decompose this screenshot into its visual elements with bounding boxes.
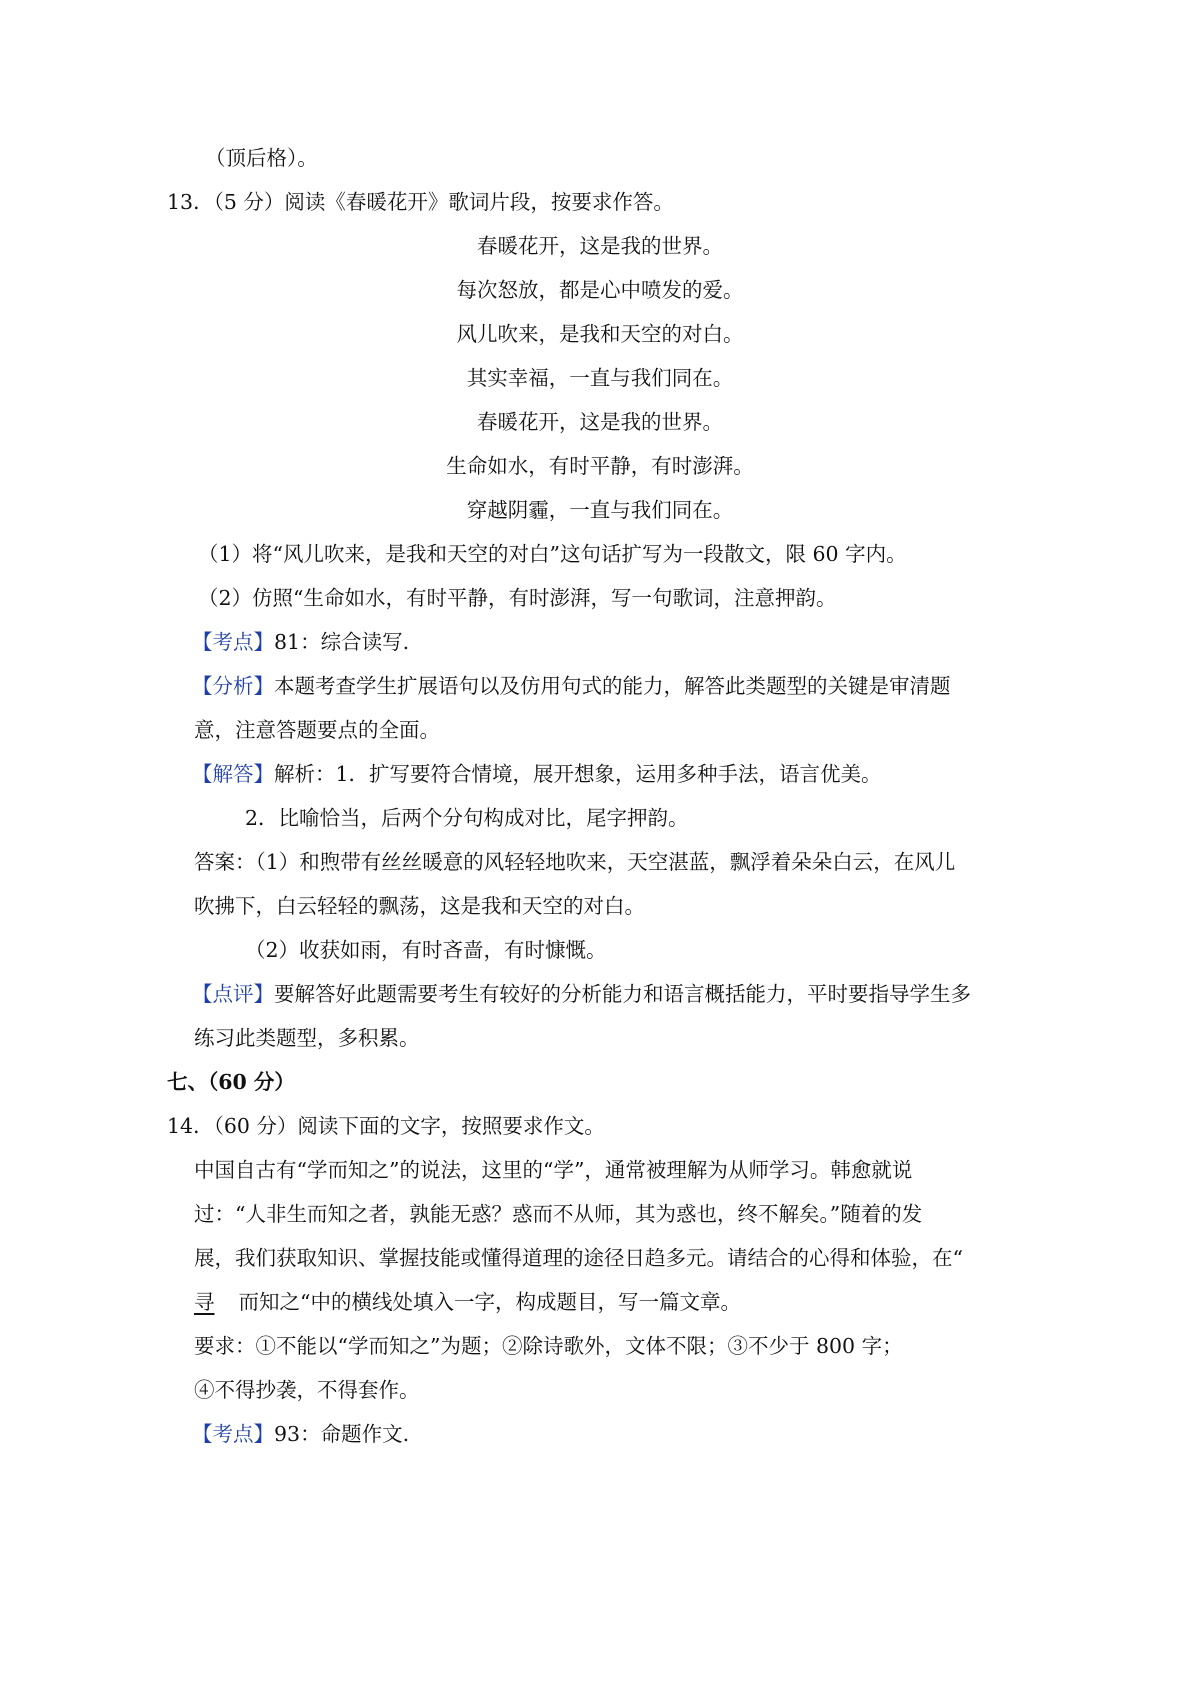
q13-jieda bbox=[192, 760, 882, 788]
jieda-text: 解析：1．扩写要符合情境，展开想象，运用多种手法，语言优美。 bbox=[274, 762, 882, 786]
q13-kaodian bbox=[192, 628, 409, 656]
q13-sub2: （2）仿照“生命如水，有时平静，有时澎湃，写一句歌词，注意押韵。 bbox=[198, 586, 837, 610]
lyric-line: 春暖花开，这是我的世界。 bbox=[477, 410, 723, 434]
lyric-line: 其实幸福，一直与我们同在。 bbox=[466, 366, 734, 390]
lyric-line: 穿越阴霾，一直与我们同在。 bbox=[466, 498, 734, 522]
q13-dianping bbox=[192, 980, 971, 1008]
lyric-line: 风儿吹来，是我和天空的对白。 bbox=[456, 322, 744, 346]
lyric-line: 每次怒放，都是心中喷发的爱。 bbox=[456, 278, 744, 302]
q13-jieda-cont: 2．比喻恰当，后两个分句构成对比，尾字押韵。 bbox=[245, 806, 689, 830]
q14-req-2: ④不得抄袭，不得套作。 bbox=[194, 1378, 420, 1402]
q14-para-1: 中国自古有“学而知之”的说法，这里的“学”，通常被理解为从师学习。韩愈就说 bbox=[194, 1158, 913, 1182]
q13-answer-2: 吹拂下，白云轻轻的飘荡，这是我和天空的对白。 bbox=[194, 894, 645, 918]
lyric-line: 生命如水，有时平静，有时澎湃。 bbox=[446, 454, 754, 478]
fenxi-tag: 【分析】 bbox=[192, 674, 274, 698]
q13-answer-3: （2）收获如雨，有时吝啬，有时慷慨。 bbox=[245, 938, 607, 962]
q14-para-4-rest: 而知之“中的横线处填入一字，构成题目，写一篇文章。 bbox=[238, 1290, 741, 1314]
top-fragment: （顶后格）。 bbox=[205, 146, 318, 170]
dianping-tag: 【点评】 bbox=[192, 982, 274, 1006]
q14-kaodian bbox=[192, 1420, 409, 1448]
kaodian-tag: 【考点】 bbox=[192, 630, 274, 654]
kaodian-text: 81：综合读写. bbox=[274, 630, 410, 654]
blank-word: 寻 bbox=[194, 1290, 215, 1314]
q13-fenxi bbox=[192, 672, 951, 700]
q14-req-1: 要求：①不能以“学而知之”为题；②除诗歌外，文体不限；③不少于 800 字； bbox=[194, 1334, 903, 1358]
q13-dianping-cont: 练习此类题型，多积累。 bbox=[194, 1026, 420, 1050]
kaodian-tag: 【考点】 bbox=[192, 1422, 274, 1446]
fenxi-text: 本题考查学生扩展语句以及仿用句式的能力，解答此类题型的关键是审清题 bbox=[274, 674, 951, 698]
q13-sub1: （1）将“风儿吹来，是我和天空的对白”这句话扩写为一段散文，限 60 字内。 bbox=[198, 542, 907, 566]
q14-para-4 bbox=[194, 1288, 741, 1316]
q13-fenxi-cont: 意，注意答题要点的全面。 bbox=[194, 718, 440, 742]
section7-heading: 七、（60 分） bbox=[167, 1070, 295, 1094]
dianping-text: 要解答好此题需要考生有较好的分析能力和语言概括能力，平时要指导学生多 bbox=[274, 982, 971, 1006]
kaodian-text: 93：命题作文. bbox=[274, 1422, 410, 1446]
jieda-tag: 【解答】 bbox=[192, 762, 274, 786]
q14-para-3: 展，我们获取知识、掌握技能或懂得道理的途径日趋多元。请结合的心得和体验，在“ bbox=[194, 1246, 963, 1270]
q14-para-2: 过：“人非生而知之者，孰能无惑？惑而不从师，其为惑也，终不解矣。”随着的发 bbox=[194, 1202, 923, 1226]
q13-heading: 13．（5 分）阅读《春暖花开》歌词片段，按要求作答。 bbox=[167, 190, 674, 214]
lyric-line: 春暖花开，这是我的世界。 bbox=[477, 234, 723, 258]
q14-heading: 14．（60 分）阅读下面的文字，按照要求作文。 bbox=[167, 1114, 605, 1138]
q13-answer-1: 答案：（1）和煦带有丝丝暖意的风轻轻地吹来，天空湛蓝，飘浮着朵朵白云，在风儿 bbox=[194, 850, 956, 874]
